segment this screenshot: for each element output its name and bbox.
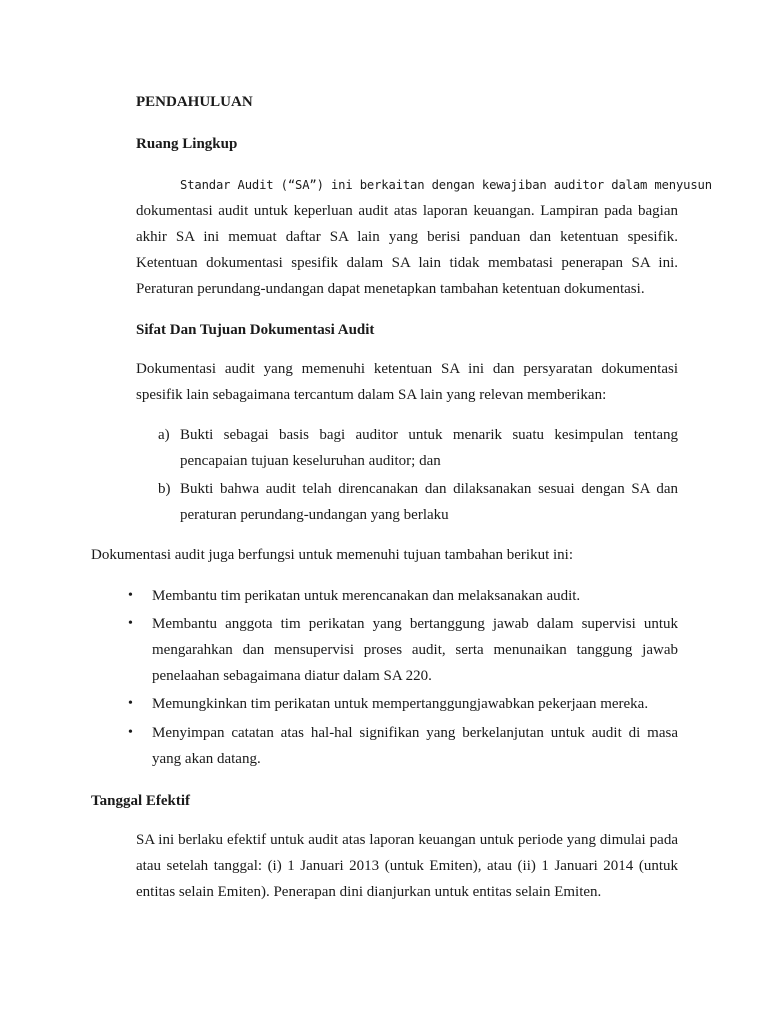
list-marker: b)	[158, 481, 171, 497]
scope-first-line: Standar Audit (“SA”) ini berkaitan dengan kewajiban auditor dalam menyusun	[180, 178, 712, 192]
bullet-text: Memungkinkan tim perikatan untuk mempertanggungjawabkan pekerjaan mereka.	[152, 696, 649, 712]
bullet-icon: •	[128, 616, 133, 631]
nature-intro: Dokumentasi audit yang memenuhi ketentuan SA ini dan persyaratan dokumentasi spesifik lain sebagaimana tercantum dalam SA lain yang relevan memberikan:	[136, 361, 678, 403]
additional-purposes-intro: Dokumentasi audit juga berfungsi untuk memenuhi tujuan tambahan berikut ini:	[91, 547, 573, 563]
bullet-item	[128, 611, 678, 689]
list-item-b	[158, 476, 678, 528]
list-item-text: Bukti bahwa audit telah direncanakan dan dilaksanakan sesuai dengan SA dan peraturan perundang-undangan yang berlaku	[180, 481, 678, 523]
list-item-text: Bukti sebagai basis bagi auditor untuk menarik suatu kesimpulan tentang pencapaian tujuan keseluruhan auditor; dan	[180, 427, 678, 469]
bullet-text: Menyimpan catatan atas hal-hal signifikan yang berkelanjutan untuk audit di masa yang akan datang.	[152, 725, 678, 767]
bullet-icon: •	[128, 725, 133, 740]
bullet-item	[128, 691, 678, 717]
list-item-a	[158, 422, 678, 474]
bullet-item	[128, 583, 678, 609]
bullet-icon: •	[128, 588, 133, 603]
bullet-item	[128, 720, 678, 772]
bullet-text: Membantu tim perikatan untuk merencanakan dan melaksanakan audit.	[152, 588, 581, 604]
scope-paragraph: dokumentasi audit untuk keperluan audit atas laporan keuangan. Lampiran pada bagian akhir SA ini memuat daftar SA lain yang berisi panduan dan ketentuan spesifik. Ketentuan dokumentasi spesifik dalam SA lain tidak membatasi penerapan SA ini. Peraturan perundang-undangan dapat menetapkan tambahan ketentuan dokumentasi.	[136, 203, 678, 297]
effective-date-paragraph: SA ini berlaku efektif untuk audit atas laporan keuangan untuk periode yang dimulai pada atau setelah tanggal: (i) 1 Januari 2013 (untuk Emiten), atau (ii) 1 Januari 2014 (untuk entitas selain Emiten). Penerapan dini dianjurkan untuk entitas selain Emiten.	[136, 832, 678, 900]
bullet-icon: •	[128, 696, 133, 711]
list-marker: a)	[158, 427, 170, 443]
scope-title: Ruang Lingkup	[136, 136, 238, 152]
effective-date-title: Tanggal Efektif	[91, 793, 191, 809]
nature-title: Sifat Dan Tujuan Dokumentasi Audit	[136, 322, 375, 338]
bullet-text: Membantu anggota tim perikatan yang bertanggung jawab dalam supervisi untuk mengarahkan dan mensupervisi proses audit, serta menunaikan tanggung jawab penelaahan sebagaimana diatur dalam SA 220.	[152, 616, 678, 684]
main-heading: PENDAHULUAN	[136, 94, 253, 110]
